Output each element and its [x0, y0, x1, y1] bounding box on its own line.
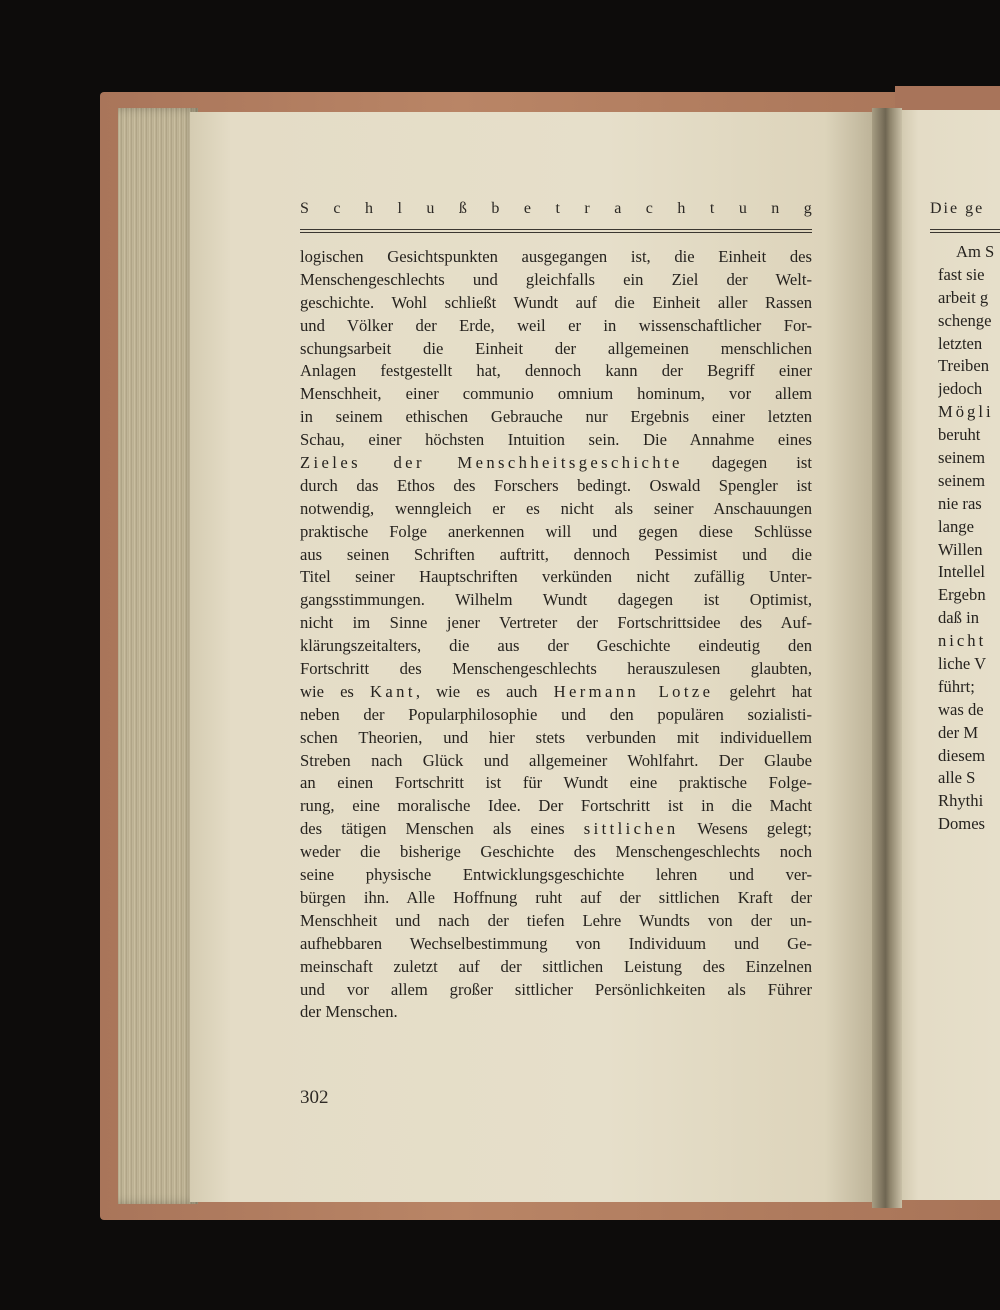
emphasized-phrase: Zieles der Menschheitsgeschichte [300, 453, 683, 473]
text-line: seinem [938, 448, 986, 468]
page-edges [118, 108, 198, 1204]
text-line: diesem [938, 745, 986, 765]
text-line: und Völker der Erde, weil er in wissenschaftlicher For- [300, 315, 812, 335]
right-page-text [938, 241, 1000, 836]
running-head: S c h l u ß b e t r a c h t u n g [300, 200, 812, 217]
text-line: Anlagen festgestellt hat, dennoch kann der Begriff einer [300, 361, 812, 381]
emphasized-name: Hermann Lotze [553, 681, 714, 701]
text-line: was de [938, 699, 984, 719]
text-line: Streben nach Glück und allgemeiner Wohlfahrt. Der Glaube [300, 750, 812, 770]
text-line: logischen Gesichtspunkten ausgegangen ist, die Einheit des [300, 247, 812, 266]
text-line: des tätigen Menschen als eines sittlichen Wesens gelegt; [300, 819, 812, 839]
text-line: daß in [938, 608, 980, 628]
text-line: Treiben [938, 356, 990, 376]
text-line: aufhebbaren Wechselbestimmung von Individuum und Ge- [300, 933, 812, 953]
right-running-head: Die ge [930, 200, 985, 217]
text-line: Rhythi [938, 791, 984, 811]
text-line: nie ras [938, 493, 982, 513]
text-line: jedoch [938, 379, 983, 399]
text-line: Schau, einer höchsten Intuition sein. Die Annahme eines [300, 430, 812, 450]
text-line: Menschheit, einer communio omnium hominum, vor allem [300, 384, 812, 404]
text-line: Mögli [938, 402, 994, 422]
text-line: schungsarbeit die Einheit der allgemeinen menschlichen [300, 338, 812, 358]
text-line: fast sie [938, 264, 985, 284]
header-rule [300, 229, 812, 230]
book-gutter [872, 108, 902, 1208]
text-line: Ergebn [938, 585, 986, 605]
text-line: aus seinen Schriften auftritt, dennoch Pessimist und die [300, 544, 812, 564]
right-header-rule [930, 229, 1000, 230]
text-line: durch das Ethos des Forschers bedingt. Oswald Spengler ist [300, 475, 812, 495]
page-number: 302 [300, 1087, 329, 1108]
text-line: in seinem ethischen Gebrauche nur Ergebnis einer letzten [300, 407, 812, 427]
text-line: Am S [956, 242, 995, 261]
text-line: letzten [938, 333, 983, 353]
text-line: seine physische Entwicklungsgeschichte lehren und ver- [300, 865, 812, 885]
text-line: der M [938, 722, 979, 742]
text-line: Willen [938, 539, 983, 559]
emphasized-word: sittlichen [583, 819, 679, 839]
text-line: geschichte. Wohl schließt Wundt auf die Einheit aller Rassen [300, 292, 812, 312]
text-line: wie es Kant, wie es auch Hermann Lotze gelehrt hat [300, 681, 812, 701]
text-line: Menschheit und nach der tiefen Lehre Wundts von der un- [300, 910, 812, 930]
text-line: beruht [938, 425, 981, 445]
text-line: praktische Folge anerkennen will und gegen diese Schlüsse [300, 521, 812, 541]
text-line: lange [938, 516, 974, 536]
text-line: führt; [938, 676, 975, 696]
text-line: notwendig, wenngleich er es nicht als seiner Anschauungen [300, 498, 812, 518]
text-line: Domes [938, 814, 986, 834]
text-line: gangsstimmungen. Wilhelm Wundt dagegen ist Optimist, [300, 590, 812, 610]
text-line: neben der Popularphilosophie und den populären sozialisti- [300, 704, 812, 724]
header-rule [300, 232, 812, 233]
text-line: Intellel [938, 562, 985, 582]
text-line: schenge [938, 310, 992, 330]
text-line: seinem [938, 470, 986, 490]
text-line: alle S [938, 768, 976, 788]
text-line: und vor allem großer sittlicher Persönlichkeiten als Führer [300, 979, 812, 999]
text-line: Titel seiner Hauptschriften verkünden nicht zufällig Unter- [300, 567, 812, 587]
emphasized-name: Kant [370, 681, 416, 701]
text-line: meinschaft zuletzt auf der sittlichen Leistung des Einzelnen [300, 956, 812, 976]
text-line: Fortschritt des Menschengeschlechts herauszulesen glaubten, [300, 659, 812, 679]
text-line: rung, eine moralische Idee. Der Fortschritt ist in die Macht [300, 796, 812, 816]
text-line: klärungszeitalters, die aus der Geschichte eindeutig den [300, 636, 812, 656]
text-line: Menschengeschlechts und gleichfalls ein Ziel der Welt- [300, 269, 812, 289]
text-line: der Menschen. [300, 1002, 398, 1022]
text-line: schen Theorien, und hier stets verbunden mit individuellem [300, 727, 812, 747]
text-line: liche V [938, 654, 987, 674]
text-line: an einen Fortschritt ist für Wundt eine praktische Folge- [300, 773, 812, 793]
text-line: nicht [938, 631, 987, 651]
text-line: arbeit g [938, 287, 989, 307]
body-text [300, 246, 812, 1024]
text-line: Zieles der Menschheitsgeschichte dagegen ist [300, 453, 812, 473]
text-line: bürgen ihn. Alle Hoffnung ruht auf der sittlichen Kraft der [300, 887, 812, 907]
right-header-rule [930, 232, 1000, 233]
text-line: nicht im Sinne jener Vertreter der Fortschrittsidee des Auf- [300, 613, 812, 633]
text-line: weder die bisherige Geschichte des Menschengeschlechts noch [300, 842, 812, 862]
